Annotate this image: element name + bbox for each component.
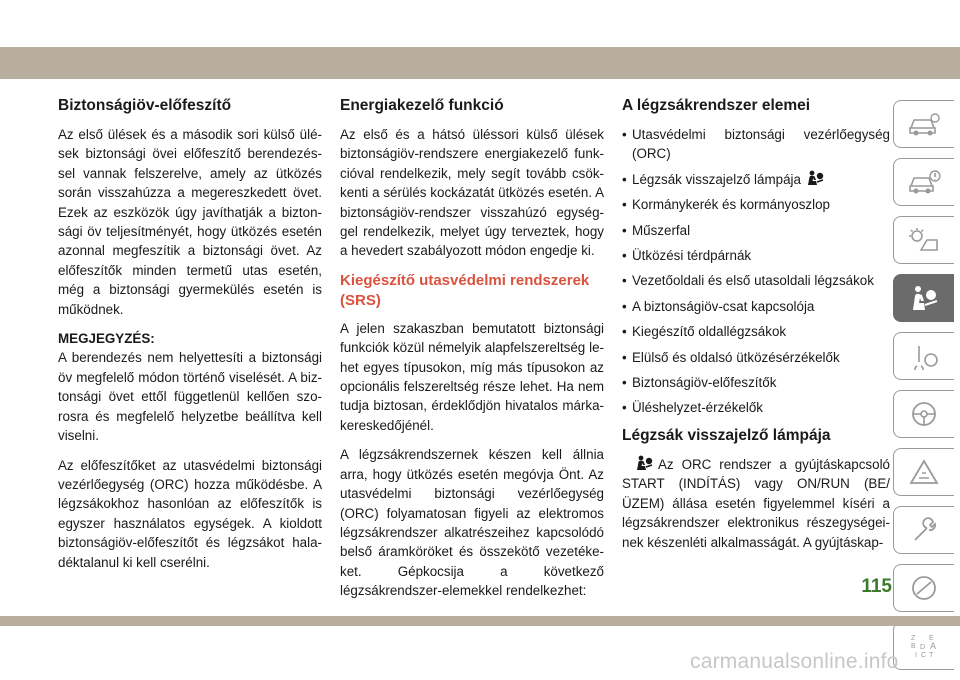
section-heading-airbag-components: A légzsákrendszer elemei (622, 97, 811, 114)
subheading-srs: Kiegészítő utasvédelmi rendszerek (SRS) (340, 271, 590, 309)
tab-key-start[interactable] (893, 332, 954, 380)
section-heading-energy: Energiakezelő funkció (340, 97, 504, 114)
tab-steering-wheel[interactable] (893, 390, 954, 438)
steering-wheel-icon (907, 400, 941, 428)
airbag-warning-icon (634, 455, 654, 471)
column-right (622, 96, 890, 562)
list-item: • Biztonságiöv-előfeszítők (622, 375, 777, 391)
list-item: • Utasvédelmi biztonsági vezérlőegység (ORC) (622, 127, 890, 162)
paragraph: Az előfeszítőket az utasvédelmi biztonsági vezérlőegység (ORC) hozza működésbe. A légzsákokhoz hasonlóan az előfeszítők is egyszer használatos egységek. A kioldott biztonságiöv-előfeszítőt és légzsákot haladéktalanul ki kell cserélni. (58, 457, 322, 570)
section-heading-warning-light: Légzsák visszajelző lámpája (622, 426, 831, 444)
list-item: • Kormánykerék és kormányoszlop (622, 197, 830, 213)
index-letter: B (911, 643, 916, 650)
car-alert-icon (907, 168, 941, 196)
tab-gauge[interactable] (893, 564, 954, 612)
list-item: • Elülső és oldalsó ütközésérzékelők (622, 349, 840, 365)
dashboard-lights-icon (907, 226, 941, 254)
list-item: • Légzsák visszajelző lámpája (622, 170, 890, 189)
list-item: • Kiegészítő oldallégzsákok (622, 324, 787, 340)
column-left (58, 96, 322, 582)
tab-car-alert[interactable] (893, 158, 954, 206)
paragraph: A légzsákrendszernek készen kell állnia arra, hogy ütközés esetén megóvja Önt. Az utasvédelmi biztonsági vezérlőegység (ORC) folyamatosan figyeli az elektromos légzsákrendszer alkatrészeihez kapcsolódó belső áramköröket és összekötő vezetékeket. Gépkocsija a következő légzsákrendszer-elemekkel rendelkezhet: (340, 447, 604, 599)
paragraph: A jelen szakaszban bemutatott biztonsági funkciók közül némelyik alapfelszereltség lehet egyes típusokon, míg más típusokon az opcionális felszereltség része lehet. Ha nem tudja biztosan, érdeklődjön hivatalos márkakereskedőjénél. (340, 320, 604, 433)
note-text: A berendezés nem helyettesíti a biztonsági öv megfelelő módon történő viselését. A biztonsági övet ettől függetlenül kellően szorosra és megfelelő helyzetbe beállítva kell viselni. (58, 350, 322, 444)
paragraph: Az első ülések és a második sori külső ülések biztonsági övei előfeszítő berendezéssel vannak felszerelve, amely az ütközés során visszahúzza a megereszkedett övet. Ezek az eszközök úgy javíthatják a biztonsági öv teljesítményét, hogy ütközés esetén azonnal megfeszítik a biztonsági övet. Az előfeszítők minden termetű utas esetén, még a biztonsági gyermekülés esetén is működnek. (58, 127, 322, 317)
section-heading-pretensioner: Biztonságiöv-előfeszítő (58, 97, 232, 114)
key-start-icon (907, 342, 941, 370)
index-letter: C (921, 652, 927, 659)
warning-triangle-icon (907, 458, 941, 486)
list-item: • A biztonságiöv-csat kapcsolója (622, 298, 815, 314)
airbag-safety-icon (907, 284, 941, 312)
column-middle (340, 96, 604, 611)
list-item: • Vezetőoldali és első utasoldali légzsákok (622, 273, 874, 289)
paragraph: Az első és a hátsó üléssori külső ülések biztonságiöv-rendszere energiakezelő funkcióval rendelkezik, mely segít tovább csökkenti a sérülés kockázatát ütközés esetén. A biztonságiöv-rendszer visszahúzó egységgel rendelkezik, melyet úgy terveztek, hogy a hevedert szabályozott módon engedje ki. (340, 127, 604, 259)
tab-warning-triangle[interactable] (893, 448, 954, 496)
list-item: • Ütközési térdpárnák (622, 248, 752, 264)
index-letter: T (929, 652, 934, 659)
gauge-icon (907, 574, 941, 602)
chapter-tabs (893, 100, 955, 680)
airbag-warning-icon (805, 170, 825, 186)
index-letter: E (929, 635, 934, 642)
index-letter: Z (911, 635, 916, 642)
page-number: 115 (861, 576, 892, 597)
tab-tools[interactable] (893, 506, 954, 554)
paragraph: Az ORC rendszer a gyújtáskapcsoló START (INDÍTÁS) vagy ON/RUN (BE/ ÜZEM) állása esetén figyelemmel kíséri a légzsákrendszer elektronikus részegységeinek készenléti alkalmasságát. A gyújtáskap- (622, 456, 890, 550)
tab-dashboard-lights[interactable] (893, 216, 954, 264)
bottom-footer-band (0, 616, 960, 626)
tab-car-info[interactable] (893, 100, 954, 148)
list-item: • Üléshelyzet-érzékelők (622, 400, 763, 416)
car-info-icon (907, 110, 941, 138)
index-letter: D (920, 644, 926, 651)
index-icon (907, 632, 941, 660)
tab-airbag-safety[interactable] (893, 274, 954, 322)
index-letter: I (915, 652, 917, 659)
tab-index[interactable] (893, 622, 954, 670)
watermark: carmanualsonline.info (690, 650, 899, 673)
list-item: • Műszerfal (622, 222, 691, 238)
index-letter: A (930, 641, 937, 651)
tools-icon (907, 516, 941, 544)
top-header-band (0, 47, 960, 79)
note-title: MEGJEGYZÉS: (58, 331, 155, 347)
component-list (622, 125, 890, 418)
